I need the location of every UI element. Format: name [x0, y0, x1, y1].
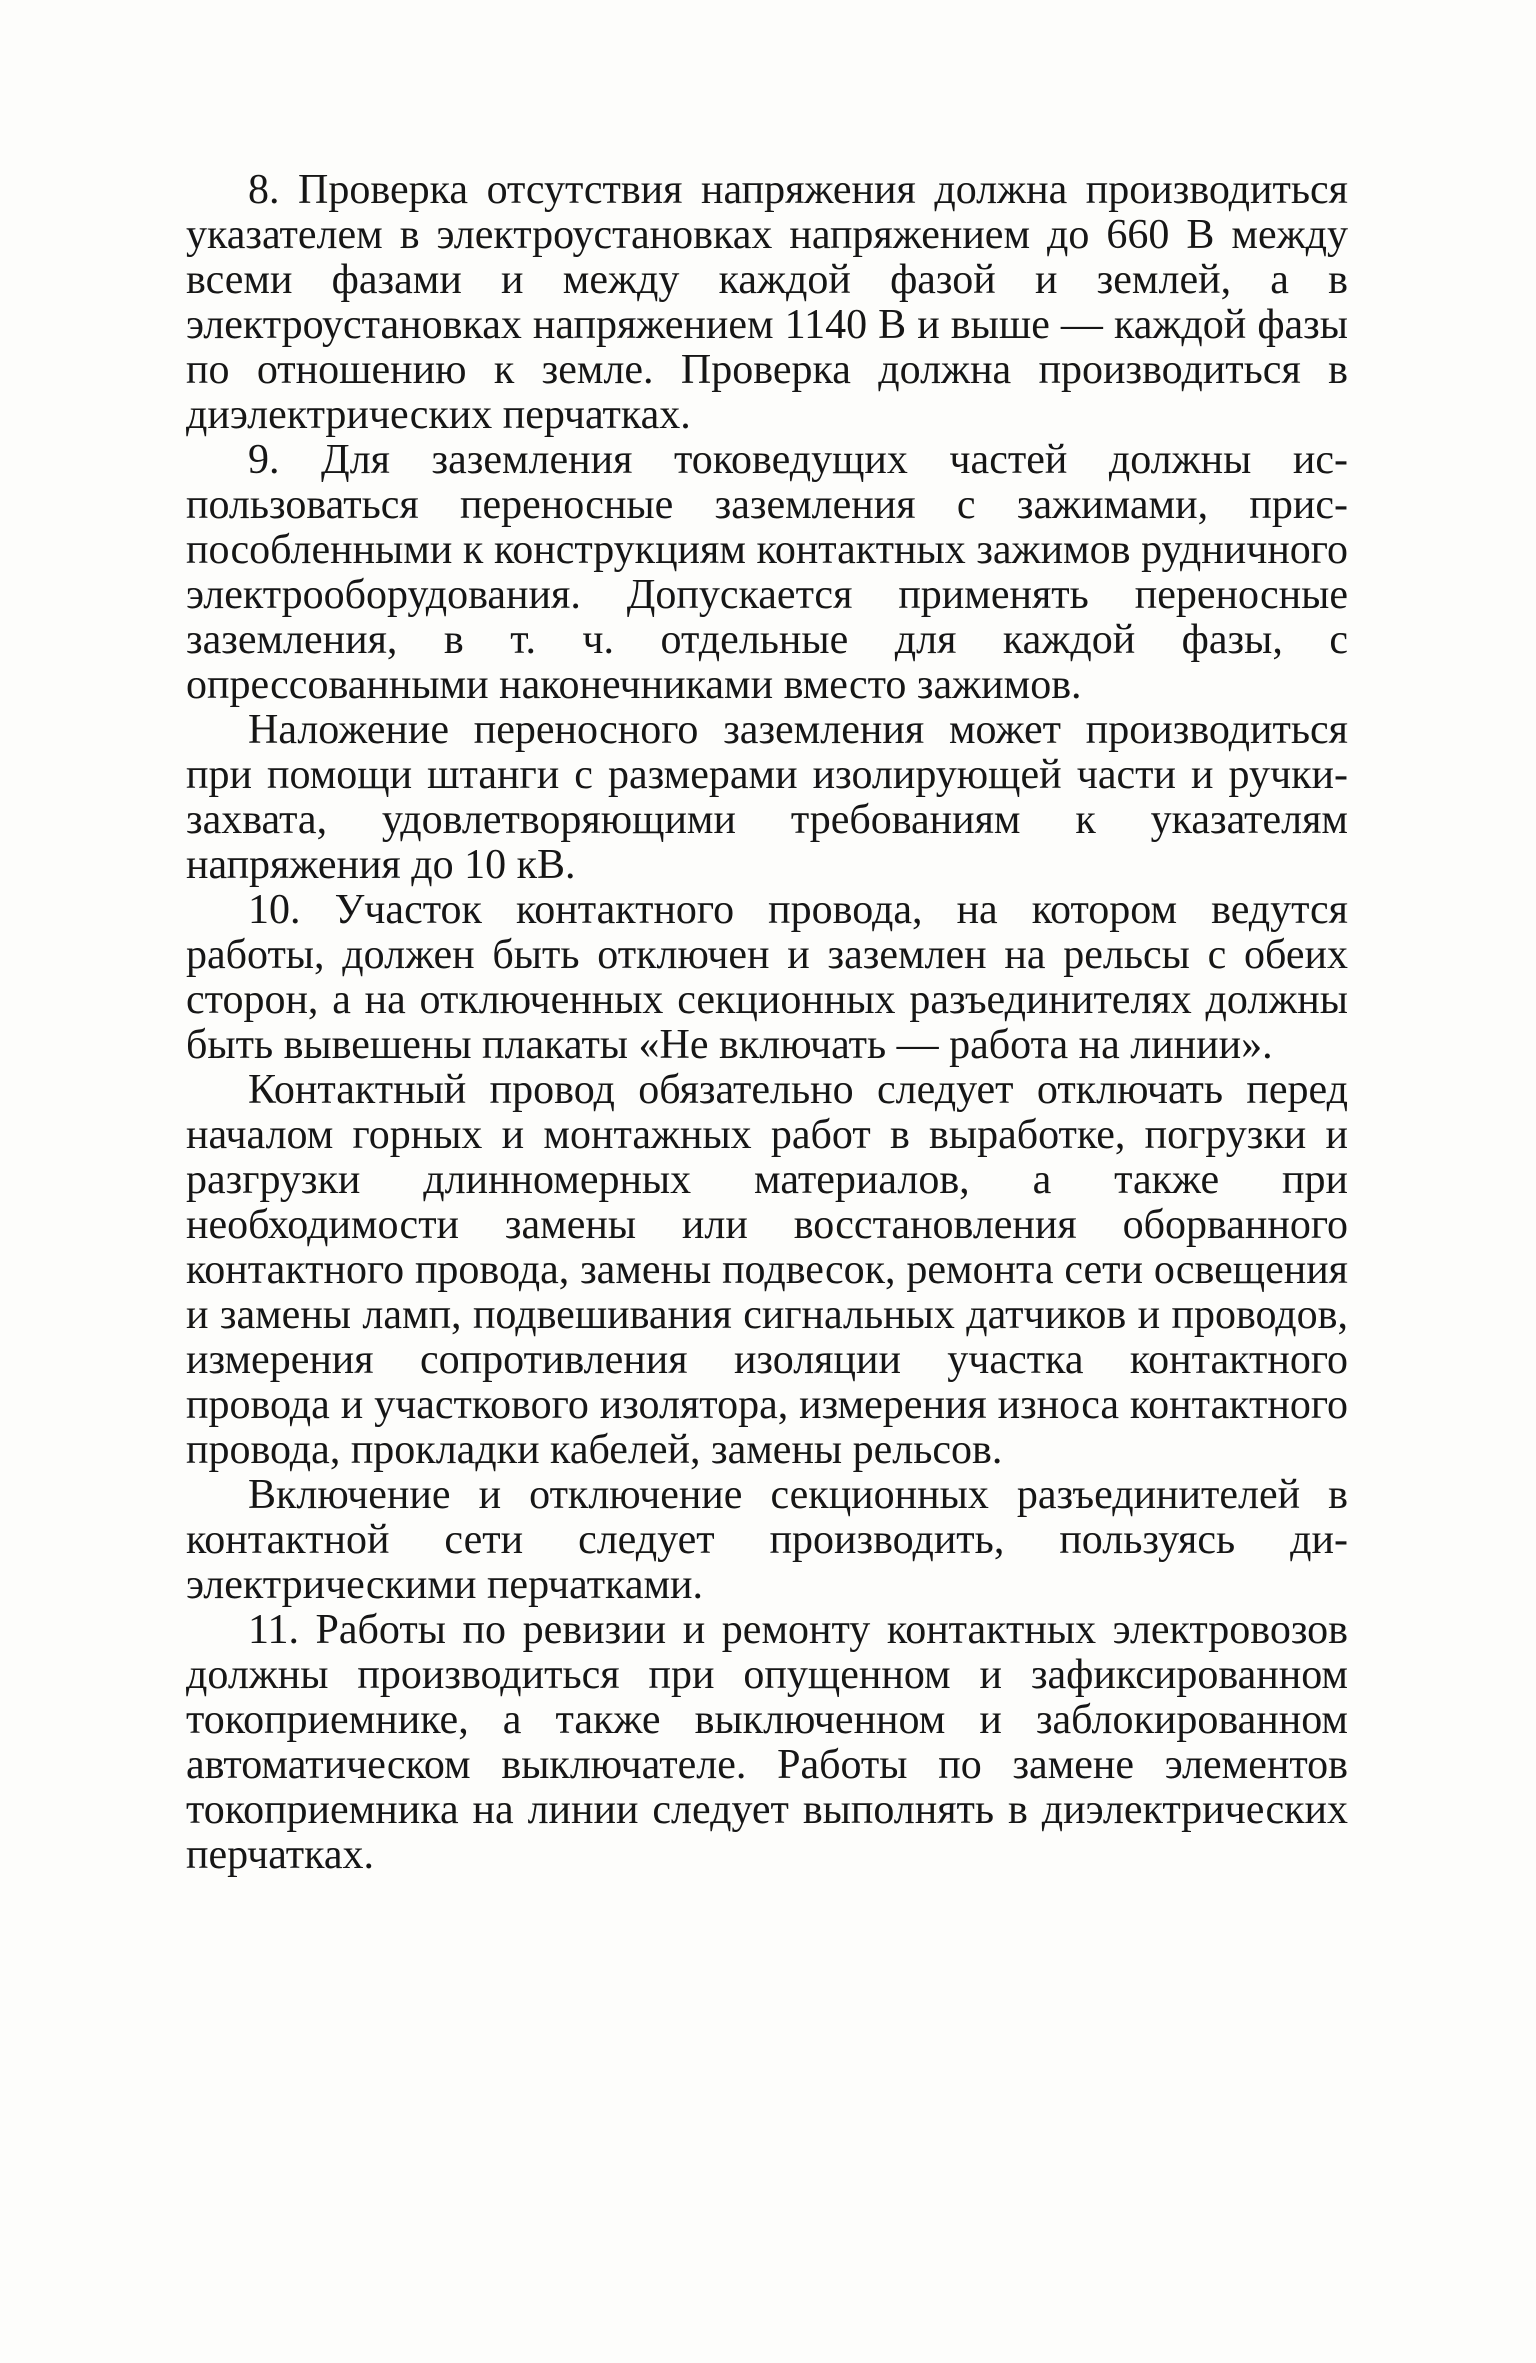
paragraph-section-disconnectors: Включение и отключение секционных разъединителей в контактной сети следует производить, пользуясь диэлектрическими перчатками. — [186, 1472, 1348, 1608]
paragraph-contact-wire-disconnect: Контактный провод обязательно следует отключать перед началом горных и монтажных работ в выработке, погрузки и разгрузки длинномерных материалов, а также при необходимости замены или восстановления оборванного контактного провода, замены подвесок, ремонта сети освещения и замены ламп, подвешивания сигнальных датчиков и проводов, измерения сопротивления изоляции участка контактного провода и участкового изолятора, измерения износа контактного провода, прокладки кабелей, замены рельсов. — [186, 1067, 1348, 1473]
document-page — [186, 168, 1348, 1878]
paragraph-grounding-rod: Наложение переносного заземления может производиться при помощи штанги с размерами изолирующей части и ручки-захвата, удовлетворяющими требованиям к указателям напряжения до 10 кВ. — [186, 707, 1348, 888]
paragraph-9-grounding: 9. Для заземления токоведущих частей должны использоваться переносные заземления с зажимами, приспособленными к конструкциям контактных зажимов рудничного электрооборудования. Допускается применять переносные заземления, в т. ч. отдельные для каждой фазы, с опрессованными наконечниками вместо зажимов. — [186, 437, 1348, 708]
paragraph-11-locomotive-repair: 11. Работы по ревизии и ремонту контактных электровозов должны производиться при опущенном и зафиксированном токоприемнике, а также выключенном и заблокированном автоматическом выключателе. Работы по замене элементов токоприемника на линии следует выполнять в диэлектрических перчатках. — [186, 1607, 1348, 1878]
paragraph-10-contact-wire: 10. Участок контактного провода, на котором ведутся работы, должен быть отключен и заземлен на рельсы с обеих сторон, а на отключенных секционных разъединителях должны быть вывешены плакаты «Не включать — работа на линии». — [186, 887, 1348, 1068]
paragraph-8-voltage-check: 8. Проверка отсутствия напряжения должна производиться указателем в электроустановках напряжением до 660 В между всеми фазами и между каждой фазой и землей, а в электроустановках напряжением 1140 В и выше — каждой фазы по отношению к земле. Проверка должна производиться в диэлектрических перчатках. — [186, 167, 1348, 438]
